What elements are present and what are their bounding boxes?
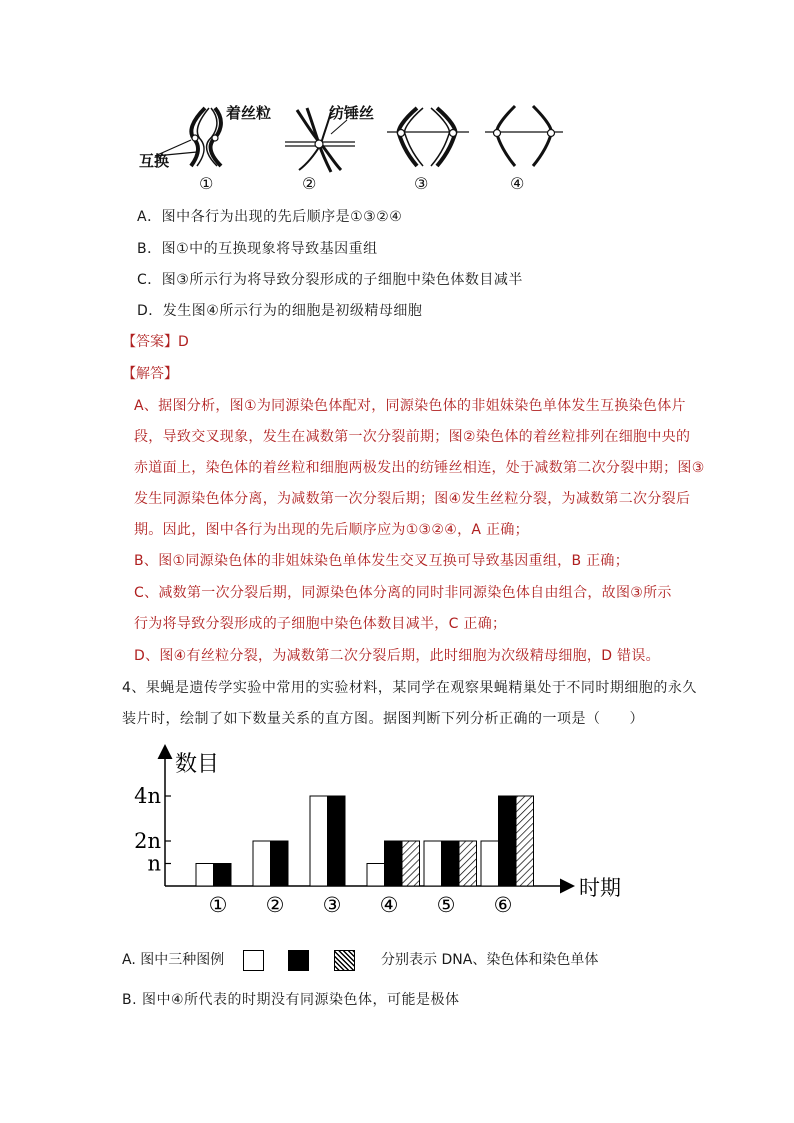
y-tick-label-2: 2n xyxy=(134,829,161,853)
category-label-1: ① xyxy=(208,893,228,917)
bar-white-2 xyxy=(253,841,271,886)
q4-option-a-suffix: 分别表示 DNA、染色体和染色单体 xyxy=(381,952,599,968)
option-c: C．图③所示行为将导致分裂形成的子细胞中染色体数目减半 xyxy=(137,272,523,288)
category-label-4: ④ xyxy=(379,893,399,917)
question4-line-2: 装片时，绘制了如下数量关系的直方图。据图判断下列分析正确的一项是（ ） xyxy=(122,711,644,727)
analysis-line-6: B、图①同源染色体的非姐妹染色单体发生交叉互换可导致基因重组，B 正确； xyxy=(134,553,630,569)
bar-white-1 xyxy=(196,864,214,887)
bar-black-5 xyxy=(442,841,460,886)
q4-option-a xyxy=(122,949,598,971)
panel-4-drawing xyxy=(485,106,563,166)
bar-white-3 xyxy=(310,796,328,886)
bar-chart xyxy=(130,745,621,920)
bar-white-4 xyxy=(367,864,385,887)
bar-black-6 xyxy=(499,796,517,886)
analysis-line-4: 发生同源染色体分离，为减数第一次分裂后期；图④发生丝粒分裂，为减数第二次分裂后 xyxy=(134,491,691,507)
label-centromere: 着丝粒 xyxy=(226,104,272,122)
analysis-line-5: 期。因此，图中各行为出现的先后顺序应为①③②④，A 正确； xyxy=(134,522,529,538)
bar-hatched-6 xyxy=(516,796,534,886)
bar-white-5 xyxy=(424,841,442,886)
option-b: B．图①中的互换现象将导致基因重组 xyxy=(137,241,378,257)
panel-label-1: ① xyxy=(199,174,214,193)
answer: 【答案】D xyxy=(122,334,189,350)
panel-label-2: ② xyxy=(302,174,317,193)
category-label-3: ③ xyxy=(322,893,342,917)
q4-option-a-prefix: A. 图中三种图例 xyxy=(122,952,225,968)
y-tick-label-3: 4n xyxy=(134,784,161,808)
legend-black-box xyxy=(288,950,309,971)
analysis-line-7: C、减数第一次分裂后期，同源染色体分离的同时非同源染色体自由组合，故图③所示 xyxy=(134,585,672,601)
analysis-line-3: 赤道面上，染色体的着丝粒和细胞两极发出的纺锤丝相连，处于减数第二次分裂中期；图③ xyxy=(134,460,705,476)
label-crossover: 互换 xyxy=(139,152,170,170)
bar-hatched-4 xyxy=(402,841,420,886)
legend-hatched-box xyxy=(334,950,355,971)
question4-line-1: 4、果蝇是遗传学实验中常用的实验材料，某同学在观察果蝇精巢处于不同时期细胞的永久 xyxy=(122,680,697,696)
panel-label-4: ④ xyxy=(510,174,525,193)
q4-option-b: B. 图中④所代表的时期没有同源染色体，可能是极体 xyxy=(122,992,460,1008)
bar-black-2 xyxy=(271,841,289,886)
analysis-line-2: 段，导致交叉现象，发生在减数第一次分裂前期；图②染色体的着丝粒排列在细胞中央的 xyxy=(134,429,691,445)
label-spindle: 纺锤丝 xyxy=(329,104,375,122)
category-label-5: ⑤ xyxy=(436,893,456,917)
x-axis-label: 时期 xyxy=(579,876,621,900)
panel-label-3: ③ xyxy=(414,174,429,193)
legend-white-box xyxy=(243,950,264,971)
category-label-2: ② xyxy=(265,893,285,917)
option-a: A．图中各行为出现的先后顺序是①③②④ xyxy=(137,209,403,225)
y-axis-label: 数目 xyxy=(175,752,220,777)
panel-3-drawing xyxy=(387,108,469,166)
option-d: D．发生图④所示行为的细胞是初级精母细胞 xyxy=(137,303,423,319)
y-tick-label-1: n xyxy=(147,851,161,876)
analysis-line-8: 行为将导致分裂形成的子细胞中染色体数目减半，C 正确； xyxy=(134,616,507,632)
bar-hatched-5 xyxy=(459,841,477,886)
bar-black-1 xyxy=(214,864,232,887)
bar-white-6 xyxy=(481,841,499,886)
bar-black-4 xyxy=(385,841,403,886)
analysis-line-1: A、据图分析，图①为同源染色体配对，同源染色体的非姐妹染色单体发生互换染色体片 xyxy=(134,398,686,414)
analysis-title: 【解答】 xyxy=(122,366,178,382)
category-label-6: ⑥ xyxy=(493,893,513,917)
analysis-line-9: D、图④有丝粒分裂，为减数第二次分裂后期，此时细胞为次级精母细胞，D 错误。 xyxy=(134,648,660,664)
bar-black-3 xyxy=(328,796,346,886)
